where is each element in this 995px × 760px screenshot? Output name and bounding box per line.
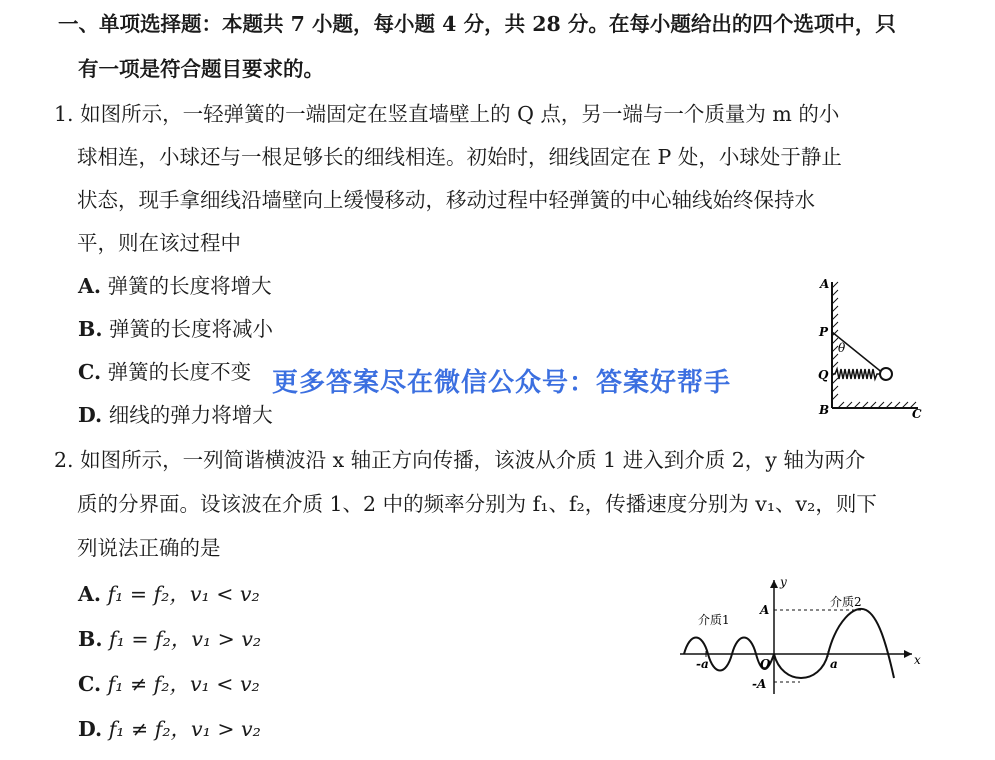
- q2-option-d-key: D.: [78, 717, 103, 741]
- q2-y-arrow: [770, 580, 778, 588]
- q1-option-b-key: B.: [78, 317, 103, 341]
- q1-option-d[interactable]: [78, 401, 273, 429]
- q2-option-b-key: B.: [78, 627, 103, 651]
- q2-text-line2: 质的分界面。设该波在介质 1、2 中的频率分别为 f₁、f₂，传播速度分别为 v₁、v₂，则下: [77, 492, 877, 516]
- q1-option-c-text: 弹簧的长度不变: [107, 360, 252, 384]
- q1-label-q: Q: [818, 368, 829, 382]
- q2-option-a-key: A.: [78, 582, 102, 606]
- q1-label-b: B: [819, 403, 830, 417]
- q1-option-b-text: 弹簧的长度将减小: [109, 317, 273, 341]
- q1-option-c-key: C.: [78, 360, 102, 384]
- q1-label-p: P: [819, 325, 829, 339]
- section-heading-line1: 一、单项选择题：本题共 7 小题，每小题 4 分，共 28 分。在每小题给出的四个选项中，只: [58, 12, 896, 36]
- q2-option-d[interactable]: [78, 715, 261, 743]
- q2-label-neg-a: -a: [696, 657, 709, 671]
- q2-label-origin: O: [760, 657, 771, 671]
- q2-option-a-text: f₁ = f₂，v₁ < v₂: [107, 582, 260, 606]
- q2-label-a: a: [830, 657, 838, 671]
- q1-spring: [832, 369, 880, 379]
- q2-option-b-text: f₁ = f₂，v₁ > v₂: [109, 627, 262, 651]
- q2-x-arrow: [904, 650, 912, 658]
- q2-option-d-text: f₁ ≠ f₂，v₁ > v₂: [108, 717, 261, 741]
- q2-label-medium1: 介质1: [698, 613, 730, 627]
- q1-text-line3: 状态，现手拿细线沿墙壁向上缓慢移动，移动过程中轻弹簧的中心轴线始终保持水: [77, 188, 815, 212]
- q1-text-line4: 平，则在该过程中: [77, 231, 241, 255]
- q1-label-c: C: [912, 407, 922, 421]
- q1-text-line1: 1. 如图所示，一轻弹簧的一端固定在竖直墙壁上的 Q 点，另一端与一个质量为 m 的小: [54, 102, 840, 126]
- q1-option-d-text: 细线的弹力将增大: [108, 403, 273, 427]
- q2-label-x: x: [914, 653, 921, 667]
- q2-figure: [670, 572, 930, 702]
- q1-text-line2: 球相连，小球还与一根足够长的细线相连。初始时，细线固定在 P 处，小球处于静止: [77, 145, 842, 169]
- q2-option-a[interactable]: [78, 580, 260, 608]
- q2-option-b[interactable]: [78, 625, 261, 653]
- q2-option-c-text: f₁ ≠ f₂，v₁ < v₂: [107, 672, 260, 696]
- q2-label-medium2: 介质2: [830, 595, 862, 609]
- q2-label-y: y: [780, 575, 787, 589]
- q2-label-neg-a-amp: -A: [752, 677, 767, 691]
- q2-text-line3: 列说法正确的是: [77, 536, 221, 560]
- q1-option-c[interactable]: [78, 358, 251, 386]
- q1-option-d-key: D.: [78, 403, 103, 427]
- q1-option-a-key: A.: [78, 274, 102, 298]
- q1-label-a: A: [820, 277, 830, 291]
- q1-option-b[interactable]: [78, 315, 273, 343]
- q1-figure: [810, 272, 930, 422]
- q1-option-a-text: 弹簧的长度将增大: [107, 274, 272, 298]
- q2-option-c-key: C.: [78, 672, 102, 696]
- q1-ball: [880, 368, 892, 380]
- q2-text-line1: 2. 如图所示，一列简谐横波沿 x 轴正方向传播，该波从介质 1 进入到介质 2，y 轴为两介: [54, 448, 866, 472]
- q2-option-c[interactable]: [78, 670, 260, 698]
- section-heading-line2: 有一项是符合题目要求的。: [78, 57, 324, 81]
- q1-label-theta: θ: [838, 341, 846, 355]
- q2-label-a-amp: A: [760, 603, 770, 617]
- watermark-text: 更多答案尽在微信公众号：答案好帮手: [272, 368, 732, 398]
- q1-option-a[interactable]: [78, 272, 272, 300]
